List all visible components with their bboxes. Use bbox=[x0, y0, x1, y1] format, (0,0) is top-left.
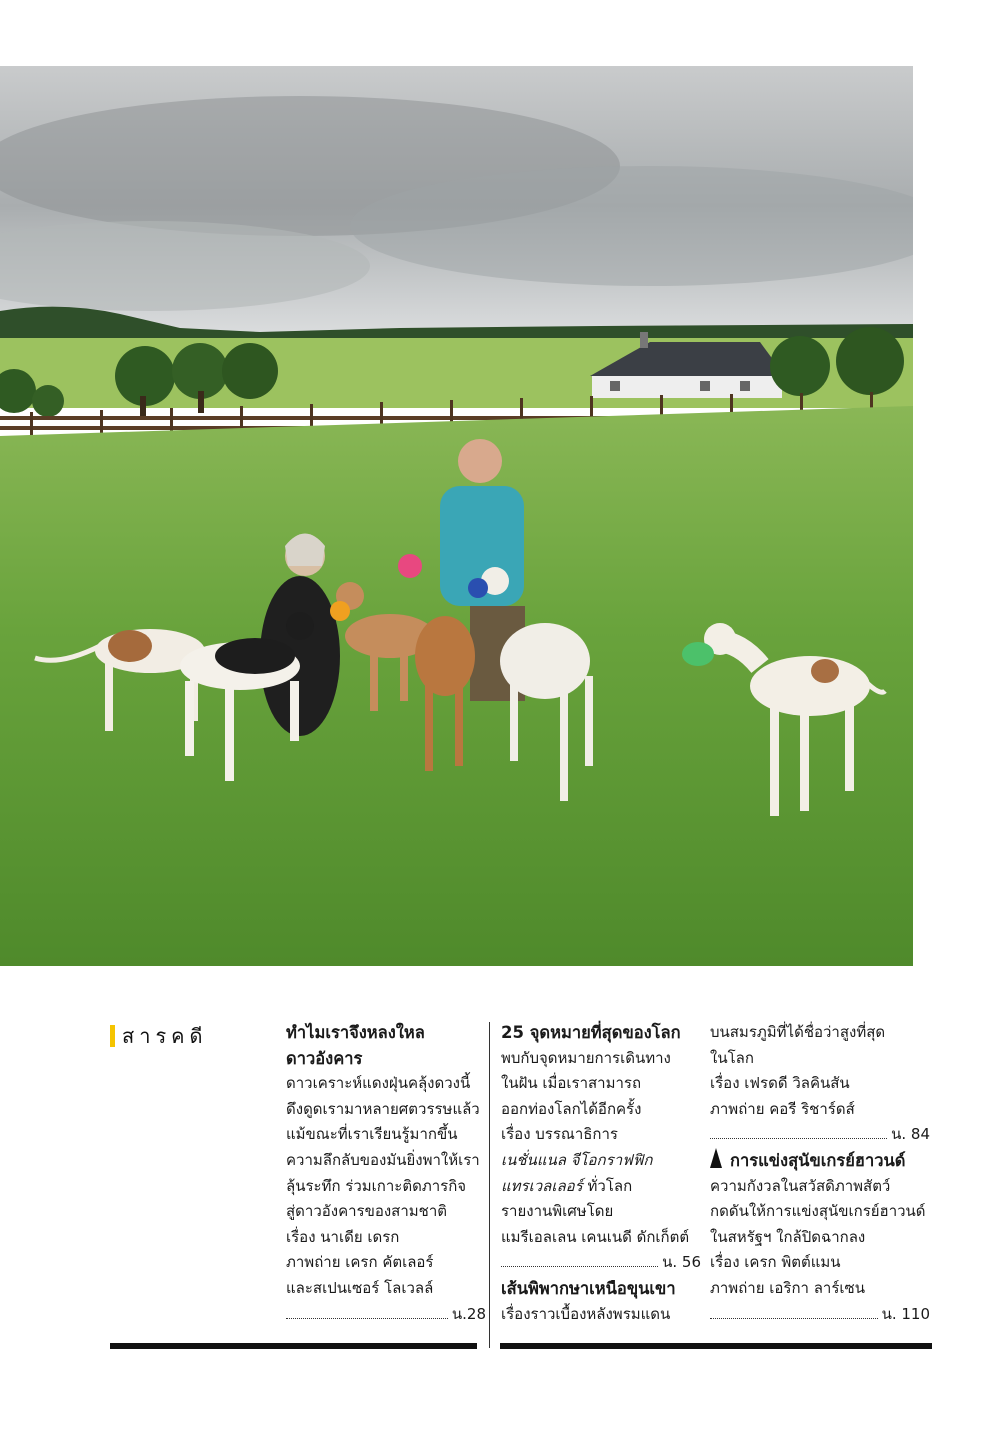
toc-entry-destinations[interactable] bbox=[501, 1020, 701, 1276]
toc-entry-mountain-cont[interactable] bbox=[710, 1020, 930, 1148]
entry-desc: ลุ้นระทึก ร่วมเกาะติดภารกิจ bbox=[286, 1176, 467, 1195]
entry-title: ดาวอังคาร bbox=[286, 1048, 363, 1068]
entry-page-leader bbox=[286, 1302, 486, 1328]
entry-title: ทำไมเราจึงหลงใหล bbox=[286, 1023, 425, 1042]
triangle-marker-icon bbox=[710, 1148, 722, 1168]
leader-dots bbox=[710, 1137, 887, 1139]
entry-credit-italic: เนชั่นแนล จีโอกราฟฟิก bbox=[501, 1150, 653, 1169]
entry-credit: เรื่อง เครก พิตต์แมน bbox=[710, 1253, 841, 1272]
entry-page-leader bbox=[501, 1250, 701, 1276]
entry-credit: ภาพถ่าย คอรี ริชาร์ดส์ bbox=[710, 1099, 855, 1118]
entry-credit-suffix: ทั่วโลก bbox=[582, 1176, 633, 1195]
leader-dots bbox=[286, 1317, 448, 1319]
entry-page-leader bbox=[710, 1302, 930, 1328]
entry-title: 25 จุดหมายที่สุดของโลก bbox=[501, 1023, 681, 1042]
entry-page-number: น. 84 bbox=[891, 1125, 930, 1144]
entry-desc: ในโลก bbox=[710, 1048, 754, 1067]
bottom-rule-right bbox=[500, 1343, 932, 1349]
bottom-rule-left bbox=[110, 1343, 477, 1349]
toc-column-1 bbox=[286, 1020, 486, 1327]
entry-desc: กดดันให้การแข่งสุนัขเกรย์ฮาวนด์ bbox=[710, 1202, 926, 1221]
entry-credit-italic: แทรเวลเลอร์ bbox=[501, 1176, 583, 1195]
entry-page-number: น. 56 bbox=[662, 1253, 701, 1272]
entry-desc: ความกังวลในสวัสดิภาพสัตว์ bbox=[710, 1176, 891, 1195]
entry-desc: สู่ดาวอังคารของสามชาติ bbox=[286, 1202, 447, 1221]
entry-credit: ภาพถ่าย เครก คัตเลอร์ bbox=[286, 1253, 434, 1272]
entry-credit-line bbox=[501, 1174, 701, 1200]
section-title: สารคดี bbox=[122, 1024, 208, 1048]
entry-credit: เรื่อง เฟรดดี วิลคินสัน bbox=[710, 1074, 850, 1093]
greyhound-field-photo bbox=[0, 66, 913, 966]
section-label bbox=[110, 1020, 208, 1052]
leader-dots bbox=[501, 1265, 658, 1267]
entry-page-leader bbox=[710, 1122, 930, 1148]
section-accent-bar bbox=[110, 1025, 115, 1047]
entry-credit: แมรีเอลเลน เคนเนดี ดักเก็ตต์ bbox=[501, 1227, 690, 1246]
toc-entry-mountain[interactable] bbox=[501, 1276, 701, 1327]
feature-photo bbox=[0, 66, 913, 966]
entry-credit: รายงานพิเศษโดย bbox=[501, 1202, 614, 1221]
toc-entry-greyhound[interactable] bbox=[710, 1148, 930, 1327]
entry-desc: ในสหรัฐฯ ใกล้ปิดฉากลง bbox=[710, 1227, 866, 1246]
entry-desc: บนสมรภูมิที่ได้ชื่อว่าสูงที่สุด bbox=[710, 1023, 886, 1041]
entry-desc: ออกท่องโลกได้อีกครั้ง bbox=[501, 1099, 642, 1118]
entry-title: การแข่งสุนัขเกรย์ฮาวนด์ bbox=[730, 1150, 906, 1170]
entry-credit: และสเปนเซอร์ โลเวลล์ bbox=[286, 1278, 434, 1297]
entry-credit: เรื่อง นาเดีย เดรก bbox=[286, 1227, 400, 1246]
entry-desc: แม้ขณะที่เราเรียนรู้มากขึ้น bbox=[286, 1125, 458, 1144]
entry-desc: ในฝัน เมื่อเราสามารถ bbox=[501, 1074, 642, 1093]
column-divider bbox=[489, 1022, 490, 1348]
entry-desc: พบกับจุดหมายการเดินทาง bbox=[501, 1048, 671, 1067]
entry-page-number: น.28 bbox=[451, 1304, 486, 1323]
entry-desc: ความลึกลับของมันยิ่งพาให้เรา bbox=[286, 1150, 480, 1169]
entry-desc: เรื่องราวเบื้องหลังพรมแดน bbox=[501, 1304, 671, 1323]
toc-entry-mars[interactable] bbox=[286, 1020, 486, 1327]
entry-page-number: น. 110 bbox=[881, 1304, 930, 1323]
entry-desc: ดึงดูดเรามาหลายศตวรรษแล้ว bbox=[286, 1099, 480, 1118]
entry-title-line bbox=[710, 1148, 930, 1174]
entry-desc: ดาวเคราะห์แดงฝุ่นคลุ้งดวงนี้ bbox=[286, 1074, 471, 1093]
toc-column-3 bbox=[710, 1020, 930, 1327]
entry-credit: ภาพถ่าย เอริกา ลาร์เซน bbox=[710, 1278, 865, 1297]
entry-credit: เรื่อง บรรณาธิการ bbox=[501, 1125, 618, 1144]
leader-dots bbox=[710, 1317, 878, 1319]
toc-column-2 bbox=[501, 1020, 701, 1327]
entry-title: เส้นพิพากษาเหนือขุนเขา bbox=[501, 1278, 676, 1298]
